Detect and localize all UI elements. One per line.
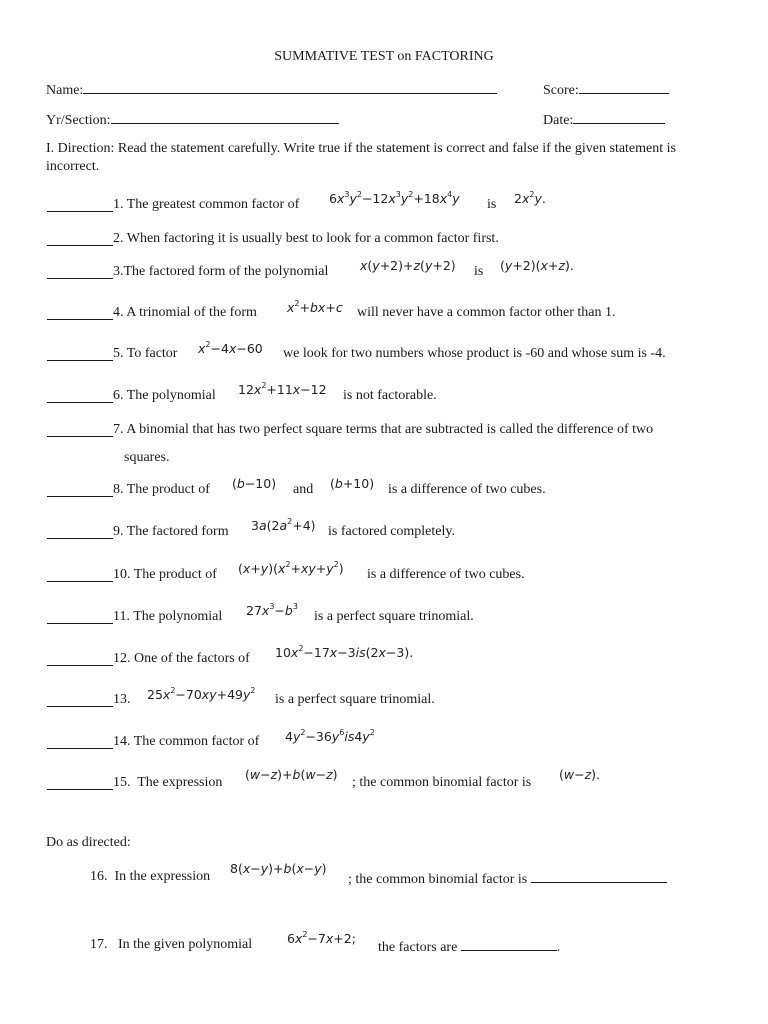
item-5-expression: $x^2-4x-60$	[198, 340, 263, 356]
item-1-is: is	[487, 197, 497, 212]
item-13-text-b: is a perfect square trinomial.	[275, 692, 435, 707]
answer-blank-2[interactable]	[47, 245, 113, 246]
item-6-text-b: is not factorable.	[343, 388, 437, 403]
item-1-text: 1. The greatest common factor of	[113, 197, 300, 212]
page-title: SUMMATIVE TEST on FACTORING	[274, 49, 494, 64]
name-field[interactable]	[46, 80, 497, 99]
score-blank[interactable]	[579, 80, 669, 94]
item-17-text-b: the factors are .	[378, 937, 560, 956]
answer-blank-14[interactable]	[47, 748, 113, 749]
score-label: Score:	[543, 83, 579, 98]
answer-blank-3[interactable]	[47, 278, 113, 279]
item-15-answer-expression: (w−z).	[559, 767, 601, 782]
answer-blank-5[interactable]	[47, 360, 113, 361]
item-11-expression: $27x^3-b^3$	[246, 602, 298, 618]
item-11-text: 11. The polynomial	[113, 609, 223, 624]
item-13-expression: $25x^2-70xy+49y^2$	[147, 686, 256, 702]
item-7-text: 7. A binomial that has two perfect square terms that are subtracted is called the difference of two	[113, 422, 654, 437]
item-5-text: 5. To factor	[113, 346, 178, 361]
item-17-expression: $6x^2-7x+2$;	[287, 930, 356, 946]
item-1-expression: $6x^3y^2-12x^3y^2+18x^4y$	[329, 190, 460, 206]
date-label: Date:	[543, 113, 574, 128]
item-13-num: 13.	[113, 692, 131, 707]
item-17-text: 17. In the given polynomial	[90, 937, 253, 952]
item-16-expression: 8(x−y)+b(x−y)	[230, 861, 327, 876]
item-3-is: is	[474, 264, 484, 279]
item-15-text-b: ; the common binomial factor is	[352, 775, 532, 790]
answer-blank-17[interactable]	[461, 937, 557, 951]
item-6-expression: $12x^2+11x-12$	[238, 381, 327, 397]
date-blank[interactable]	[573, 110, 665, 124]
answer-blank-6[interactable]	[47, 402, 113, 403]
section-blank[interactable]	[111, 110, 339, 124]
direction-text: I. Direction: Read the statement carefully. Write true if the statement is correct and false if the given statement is incorrect.	[46, 141, 676, 174]
item-14-expression: $4y^2-36y^6is4y^2$	[285, 728, 375, 744]
section-label: Yr/Section:	[46, 113, 111, 128]
date-field[interactable]	[543, 110, 665, 129]
item-3-text: 3.The factored form of the polynomial	[113, 264, 329, 279]
item-11-text-b: is a perfect square trinomial.	[314, 609, 474, 624]
item-15-text: 15. The expression	[113, 775, 223, 790]
answer-blank-16[interactable]	[531, 869, 667, 883]
item-8-expression-a: (b−10)	[232, 476, 277, 491]
item-16-text: 16. In the expression	[90, 869, 211, 884]
answer-blank-9[interactable]	[47, 538, 113, 539]
item-10-text-b: is a difference of two cubes.	[367, 567, 525, 582]
item-5-text-b: we look for two numbers whose product is -60 and whose sum is -4.	[283, 346, 666, 361]
item-2-text: 2. When factoring it is usually best to look for a common factor first.	[113, 231, 499, 246]
answer-blank-4[interactable]	[47, 319, 113, 320]
score-field[interactable]	[543, 80, 669, 99]
answer-blank-8[interactable]	[47, 496, 113, 497]
item-3-expression: x(y+2)+z(y+2)	[360, 258, 456, 273]
answer-blank-15[interactable]	[47, 789, 113, 790]
item-6-text: 6. The polynomial	[113, 388, 216, 403]
item-8-and: and	[293, 482, 314, 497]
item-4-expression: $x^2+bx+c$	[287, 299, 343, 315]
item-3-answer-expression: (y+2)(x+z).	[500, 258, 574, 273]
section-field[interactable]	[46, 110, 339, 129]
item-4-text-b: will never have a common factor other than 1.	[357, 305, 616, 320]
answer-blank-1[interactable]	[47, 211, 113, 212]
name-blank[interactable]	[83, 80, 497, 94]
item-8-text-c: is a difference of two cubes.	[388, 482, 546, 497]
section-heading: Do as directed:	[46, 835, 131, 850]
name-label: Name:	[46, 83, 84, 98]
item-8-expression-b: (b+10)	[330, 476, 375, 491]
answer-blank-10[interactable]	[47, 581, 113, 582]
answer-blank-7[interactable]	[47, 436, 113, 437]
item-12-text: 12. One of the factors of	[113, 651, 250, 666]
item-16-text-b: ; the common binomial factor is	[348, 869, 667, 888]
answer-blank-12[interactable]	[47, 665, 113, 666]
item-9-text-b: is factored completely.	[328, 524, 455, 539]
item-14-text: 14. The common factor of	[113, 734, 260, 749]
item-12-expression: $10x^2-17x-3is(2x-3)$.	[275, 644, 414, 660]
item-7-text-cont: squares.	[124, 450, 170, 465]
answer-blank-13[interactable]	[47, 706, 113, 707]
item-9-text: 9. The factored form	[113, 524, 229, 539]
answer-blank-11[interactable]	[47, 623, 113, 624]
item-1-answer-expression: $2x^2y$.	[514, 190, 546, 206]
item-4-text: 4. A trinomial of the form	[113, 305, 257, 320]
item-15-expression: (w−z)+b(w−z)	[245, 767, 338, 782]
item-9-expression: $3a(2a^2+4)$	[251, 517, 316, 533]
item-10-text: 10. The product of	[113, 567, 217, 582]
item-8-text: 8. The product of	[113, 482, 210, 497]
item-10-expression: $(x+y)(x^2+xy+y^2)$	[238, 560, 344, 576]
